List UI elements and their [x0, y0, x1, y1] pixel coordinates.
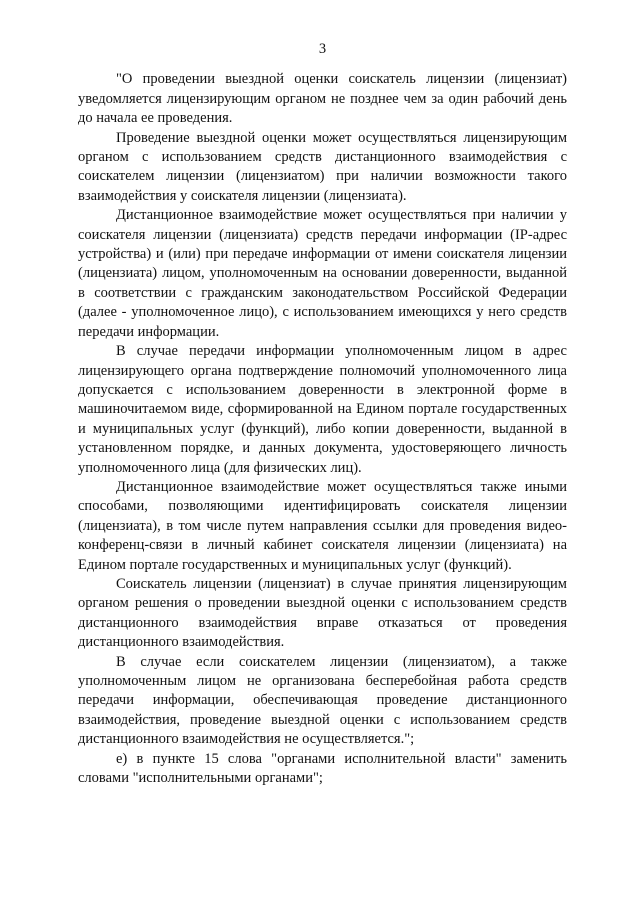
paragraph-7: В случае если соискателем лицензии (лицензиатом), а также уполномоченным лицом не организована бесперебойная работа средств передачи информации, обеспечивающая проведение дистанционного взаимодействия, проведение выездной оценки с использованием средств дистанционного взаимодействия не осуществляется.";: [78, 653, 567, 748]
page-number: 3: [318, 41, 327, 57]
paragraph-5: Дистанционное взаимодействие может осуществляться также иными способами, позволяющими идентифицировать соискателя лицензии (лицензиата), в том числе путем направления ссылки для проведения видео-конференц-связи в личный кабинет соискателя лицензии (лицензиата) на Едином портале государственных и муниципальных услуг (функций).: [78, 478, 567, 573]
paragraph-4: В случае передачи информации уполномоченным лицом в адрес лицензирующего органа подтверждение полномочий уполномоченного лица допускается с использованием доверенности в электронной форме в машиночитаемом виде, сформированной на Едином портале государственных и муниципальных услуг (функций), либо копии доверенности, выданной в установленном порядке, и данных документа, удостоверяющего личность уполномоченного лица (для физических лиц).: [78, 343, 567, 476]
paragraph-1: "О проведении выездной оценки соискатель лицензии (лицензиат) уведомляется лицензирующим органом не позднее чем за один рабочий день до начала ее проведения.: [78, 71, 567, 127]
paragraph-2: Проведение выездной оценки может осуществляться лицензирующим органом с использованием средств дистанционного взаимодействия с соискателем лицензии (лицензиатом) при наличии возможности такого взаимодействия у соискателя лицензии (лицензиата).: [78, 129, 567, 204]
paragraph-3: Дистанционное взаимодействие может осуществляться при наличии у соискателя лицензии (лицензиата) средств передачи информации (IP-адрес устройства) и (или) при передаче информации от имени соискателя лицензии (лицензиата) лицом, уполномоченным на основании доверенности, выданной в соответствии с гражданским законодательством Российской Федерации (далее - уполномоченное лицо), с использованием имеющихся у него средств передачи информации.: [78, 207, 567, 340]
paragraph-8: е) в пункте 15 слова "органами исполнительной власти" заменить словами "исполнительными органами";: [78, 750, 567, 787]
paragraph-6: Соискатель лицензии (лицензиат) в случае принятия лицензирующим органом решения о проведении выездной оценки с использованием средств дистанционного взаимодействия вправе отказаться от проведения дистанционного взаимодействия.: [78, 575, 567, 651]
